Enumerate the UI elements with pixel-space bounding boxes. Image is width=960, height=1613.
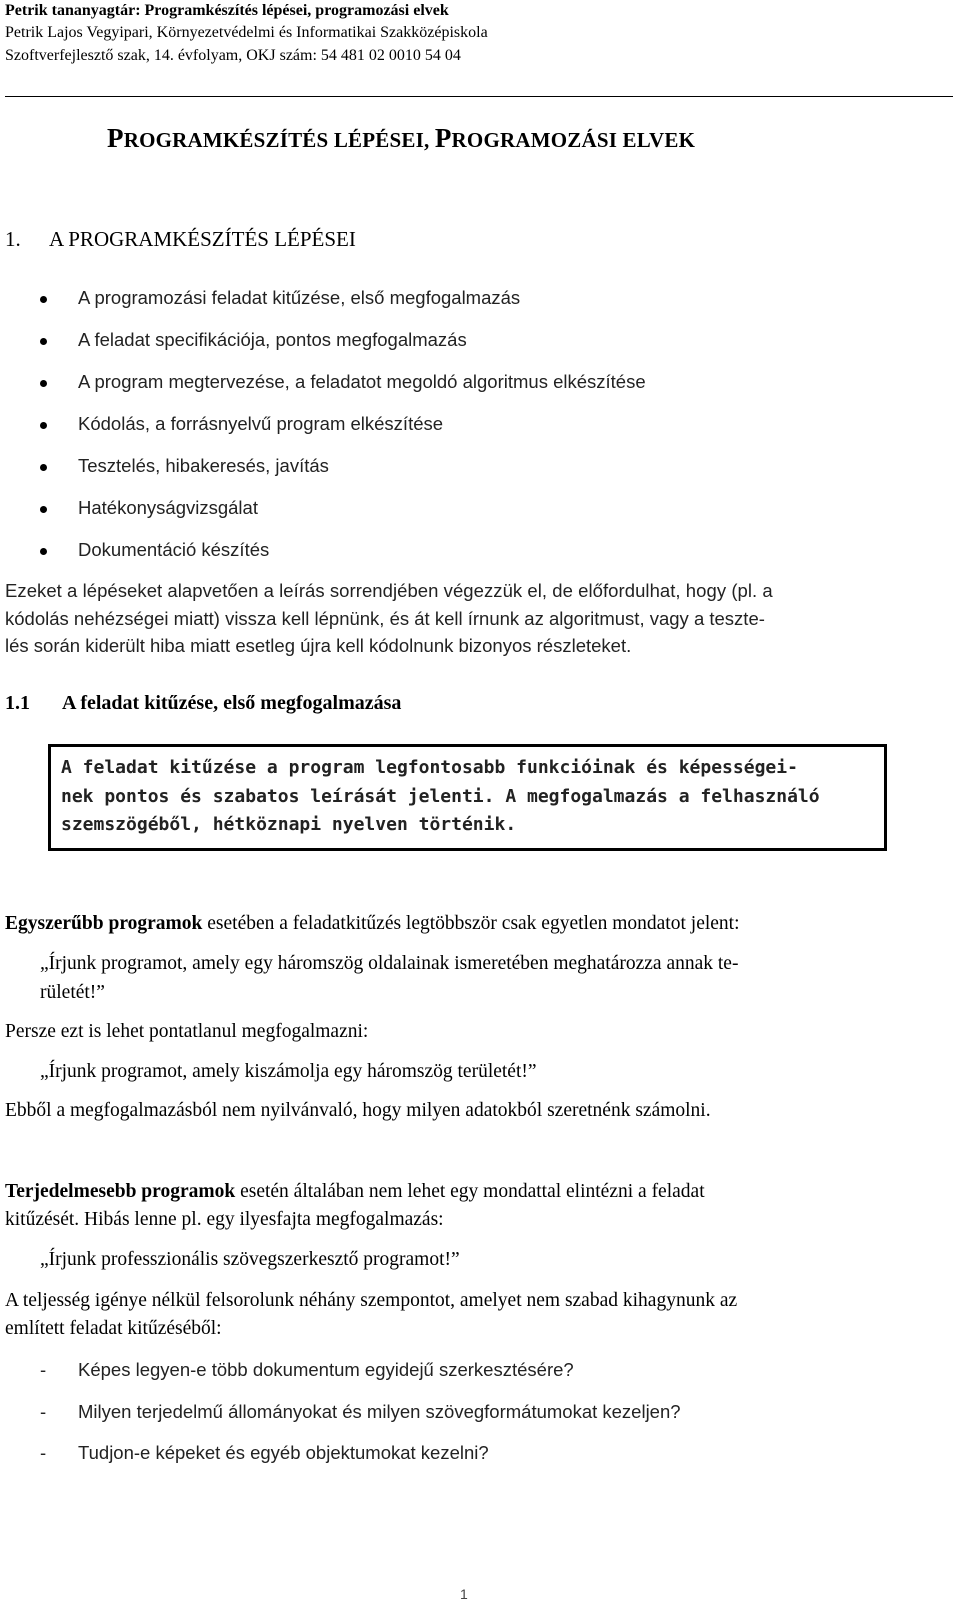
- simple-programs-term: Egyszerűbb programok: [5, 913, 203, 934]
- bullet-icon: [40, 506, 47, 513]
- section-1-1-heading: [5, 692, 401, 715]
- page-number: 1: [460, 1586, 468, 1602]
- document-title: [107, 123, 695, 154]
- dash-marker: -: [40, 1359, 47, 1380]
- definition-line: nek pontos és szabatos leírását jelenti. A megfogalmazás a felhasználó: [61, 786, 820, 807]
- section-1-number: 1.: [5, 227, 21, 251]
- definition-line: szemszögéből, hétköznapi nyelven történik.: [61, 814, 517, 835]
- example-quote-1: „Írjunk programot, amely egy háromszög oldalainak ismeretében meghatározza annak te-: [40, 953, 739, 974]
- imprecise-intro: Persze ezt is lehet pontatlanul megfogalmazni:: [5, 1021, 369, 1042]
- large-programs-line-2: kitűzését. Hibás lenne pl. egy ilyesfajta megfogalmazás:: [5, 1209, 444, 1230]
- header-course-title: Petrik tananyagtár: Programkészítés lépései, programozási elvek: [5, 2, 449, 19]
- header-program-info: Szoftverfejlesztő szak, 14. évfolyam, OKJ szám: 54 481 02 0010 54 04: [5, 47, 461, 64]
- header-school-name: Petrik Lajos Vegyipari, Környezetvédelmi és Informatikai Szakközépiskola: [5, 24, 488, 41]
- section-1-title: A PROGRAMKÉSZÍTÉS LÉPÉSEI: [49, 227, 356, 251]
- dash-marker: -: [40, 1442, 47, 1463]
- aspects-intro-line: említett feladat kitűzéséből:: [5, 1318, 222, 1339]
- bullet-icon: [40, 422, 47, 429]
- title-initial-1: P: [107, 123, 124, 153]
- simple-programs-paragraph: Egyszerűbb programok esetében a feladatkitűzés legtöbbször csak egyetlen mondatot jelent:: [5, 913, 740, 934]
- large-programs-term: Terjedelmesebb programok: [5, 1181, 236, 1202]
- steps-paragraph-line: kódolás nehézségei miatt) vissza kell lépnünk, és át kell írnunk az algoritmust, vagy a teszte-: [5, 608, 765, 629]
- example-quote-1-continued: rületét!”: [40, 982, 105, 1003]
- definition-line: A feladat kitűzése a program legfontosabb funkcióinak és képességei-: [61, 757, 798, 778]
- document-page: Petrik tananyagtár: Programkészítés lépései, programozási elvek Petrik Lajos Vegyipari, Környezetvédelmi és Informatikai Szakközépiskola Szoftverfejlesztő szak, 14. évfolyam, OKJ szám: 54 481 02 0010 54 04 PROGRAMKÉSZÍTÉS LÉPÉSEI, PROGRAMOZÁSI ELVEK 1. A PROGRAMKÉSZÍTÉS LÉPÉSEI A programozási feladat kitűzése, első megfogalmazás A feladat specifikációja, pontos megfogalmazás A program megtervezése, a feladatot megoldó algoritmus elkészítése Kódolás, a forrásnyelvű program elkészítése Tesztelés, hibakeresés, javítás Hatékonyságvizsgálat Dokumentáció készítés Ezeket a lépéseket alapvetően a leírás sorrendjében végezzük el, de előfordulhat, hogy (pl. a kódolás nehézségei miatt) vissza kell lépnünk, és át kell írnunk az algoritmust, vagy a teszte- lés során kiderült hiba miatt esetleg újra kell kódolnunk bizonyos részleteket. 1.1 A feladat kitűzése, első megfogalmazása A feladat kitűzése a program legfontosabb funkcióinak és képességei- nek pontos és szabatos leírását jelenti. A megfogalmazás a felhasználó szemszögéből, hétköznapi nyelven történik. Egyszerűbb programok esetében a feladatkitűzés legtöbbször csak egyetlen mondatot jelent: „Írjunk programot, amely egy háromszög oldalainak ismeretében meghatározza annak te- rületét!” Persze ezt is lehet pontatlanul megfogalmazni: „Írjunk programot, amely kiszámolja egy háromszög területét!” Ebből a megfogalmazásból nem nyilvánvaló, hogy milyen adatokból szeretnénk számolni. Terjedelmesebb programok esetén általában nem lehet egy mondattal elintézni a feladat kitűzését. Hibás lenne pl. egy ilyesfajta megfogalmazás: „Írjunk professzionális szövegszerkesztő programot!” A teljesség igénye nélkül felsorolunk néhány szempontot, amelyet nem szabad kihagynunk az említett feladat kitűzéséből: - Képes legyen-e több dokumentum egyidejű szerkesztésére? - Milyen terjedelmű állományokat és milyen szövegformátumokat kezeljen? - Tudjon-e képeket és egyéb objektumokat kezelni? 1: [0, 0, 960, 1613]
- steps-paragraph-line: Ezeket a lépéseket alapvetően a leírás sorrendjében végezzük el, de előfordulhat, hogy (pl. a: [5, 580, 773, 601]
- title-initial-2: P: [434, 123, 452, 153]
- section-1-1-number: 1.1: [5, 692, 30, 714]
- bullet-icon: [40, 296, 47, 303]
- title-part-2: ROGRAMOZÁSI ELVEK: [451, 128, 696, 152]
- bullet-icon: [40, 464, 47, 471]
- aspects-intro-line: A teljesség igénye nélkül felsorolunk néhány szempontot, amelyet nem szabad kihagynunk az: [5, 1290, 738, 1311]
- bullet-icon: [40, 338, 47, 345]
- large-programs-paragraph: Terjedelmesebb programok esetén általában nem lehet egy mondattal elintézni a feladat: [5, 1181, 705, 1202]
- imprecise-note: Ebből a megfogalmazásból nem nyilvánvaló, hogy milyen adatokból szeretnénk számolni.: [5, 1100, 711, 1121]
- title-part-1: ROGRAMKÉSZÍTÉS LÉPÉSEI,: [123, 128, 435, 152]
- dash-marker: -: [40, 1401, 47, 1422]
- bullet-icon: [40, 548, 47, 555]
- example-quote-2: „Írjunk programot, amely kiszámolja egy háromszög területét!”: [40, 1061, 537, 1082]
- steps-paragraph-line: lés során kiderült hiba miatt esetleg újra kell kódolnunk bizonyos részleteket.: [5, 635, 632, 656]
- bullet-icon: [40, 380, 47, 387]
- section-1-heading: [5, 227, 356, 252]
- example-quote-3: „Írjunk professzionális szövegszerkesztő programot!”: [40, 1249, 460, 1270]
- section-1-1-title: A feladat kitűzése, első megfogalmazása: [62, 692, 402, 714]
- header-divider: [5, 96, 953, 97]
